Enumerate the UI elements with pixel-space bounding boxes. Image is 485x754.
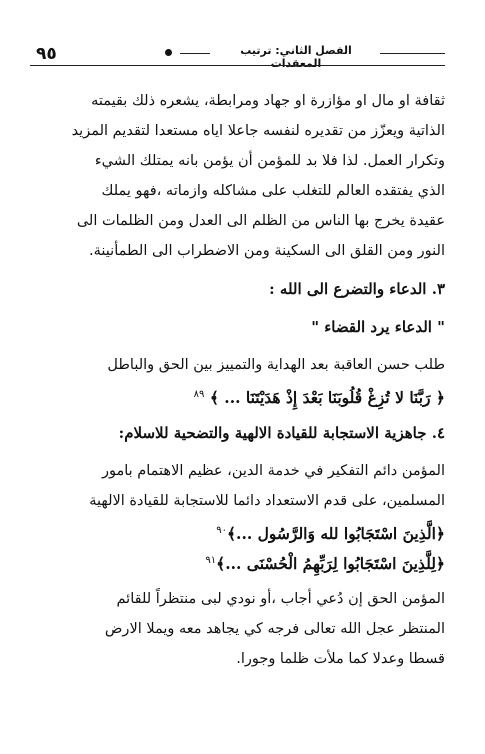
quran-verse xyxy=(30,546,445,576)
text-line: عقيدة يخرج بها الناس من الظلم الى العدل ومن الظلمات الى xyxy=(76,213,445,229)
footnote-marker: ٨٩ xyxy=(193,389,205,400)
text-line: المسلمين، على قدم الاستعداد دائما للاستجابة للقيادة الالهية xyxy=(89,493,445,509)
text-line: ثقافة او مال او مؤازرة او جهاد ومرابطة، يشعره ذلك بقيمته xyxy=(91,93,445,109)
footnote-marker: ٩٠ xyxy=(216,525,227,536)
quran-verse xyxy=(30,380,445,410)
text-line: الذي يفتقده العالم للتغلب على مشاكله وازماته ،فهو يملك xyxy=(101,183,445,199)
text-line: وتكرار العمل. لذا فلا بد للمؤمن أن يؤمن بانه يمتلك الشيء xyxy=(94,153,445,169)
paragraph xyxy=(30,456,445,516)
verse-text: ﴿لِلَّذِينَ اسْتَجَابُوا لِرَبِّهِمُ الْحُسْنَى ...﴾ xyxy=(216,554,445,574)
text-line: المؤمن دائم التفكير في خدمة الدين، عظيم الاهتمام بامور xyxy=(101,463,445,479)
text-line: قسطا وعدلا كما ملأت ظلما وجورا. xyxy=(236,651,445,667)
header-ornament-line xyxy=(180,53,210,54)
page-header xyxy=(30,40,445,68)
text-line: المؤمن الحق إن دُعي أجاب ،أو نودي لبى منتظراً للقائم xyxy=(116,591,445,607)
section-heading: ٣. الدعاء والتضرع الى الله : xyxy=(269,280,445,298)
header-ornament-line xyxy=(380,53,445,54)
section-subheading: " الدعاء يرد القضاء " xyxy=(311,318,445,336)
chapter-title: الفصل الثاني: ترتيب المعقدات xyxy=(240,44,352,70)
text-line: المنتظر عجل الله تعالى فرجه كي يجاهد معه ويملا الارض xyxy=(104,621,445,637)
section-heading: ٤. جاهزية الاستجابة للقيادة الالهية والتضحية للاسلام: xyxy=(118,424,445,442)
paragraph xyxy=(30,584,445,674)
header-dot-ornament xyxy=(165,49,172,56)
paragraph xyxy=(30,86,445,266)
footnote-marker: ٩١ xyxy=(205,555,217,566)
quran-verse xyxy=(30,516,445,546)
text-line: النور ومن القلق الى السكينة ومن الاضطراب الى الطمأنينة. xyxy=(89,243,445,259)
text-line: الذاتية ويعزّز من تقديره لنفسه جاعلا اياه مستعدا لتقديم المزيد xyxy=(71,123,445,139)
page-body xyxy=(30,86,445,674)
header-rule xyxy=(30,65,445,66)
verse-text: ﴿الَّذِينَ اسْتَجَابُوا لله وَالرَّسُول ...﴾ xyxy=(226,524,445,544)
page-number: ٩٥ xyxy=(36,44,57,64)
text-line: طلب حسن العاقبة بعد الهداية والتمييز بين الحق والباطل xyxy=(107,357,445,373)
verse-text: ﴿ رَبَّنَا لا تُزِغْ قُلُوبَنَا بَعْدَ إِذْ هَدَيْتَنَا ... ﴾ xyxy=(209,388,445,408)
